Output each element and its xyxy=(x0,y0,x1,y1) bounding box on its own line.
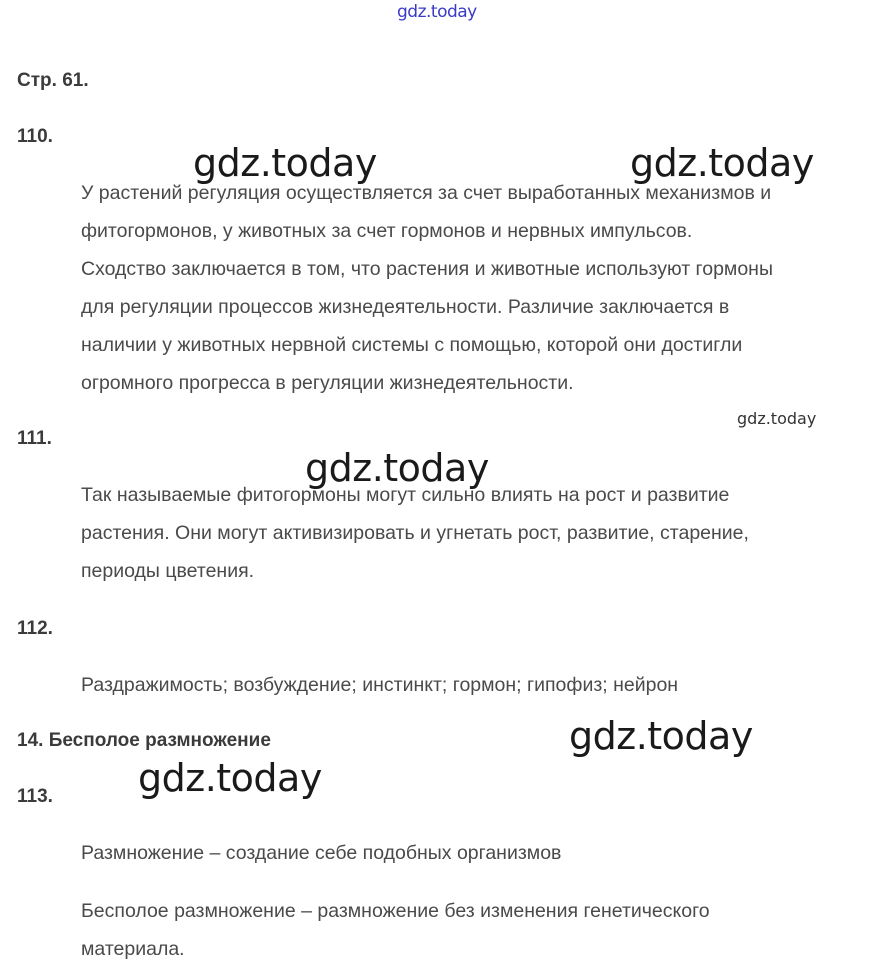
text-line: Так называемые фитогормоны могут сильно влиять на рост и развитие xyxy=(81,484,730,506)
task-113-answer xyxy=(81,892,710,968)
watermark-overlay: gdz.today xyxy=(305,446,489,490)
watermark-small: gdz.today xyxy=(737,409,817,428)
text-line: растения. Они могут активизировать и угнетать рост, развитие, старение, xyxy=(81,522,749,544)
text-line: для регуляции процессов жизнедеятельности. Различие заключается в xyxy=(81,296,730,318)
task-number-111: 111. xyxy=(17,428,52,449)
task-number-110: 110. xyxy=(17,126,53,147)
watermark-overlay: gdz.today xyxy=(193,141,377,185)
text-line: материала. xyxy=(81,938,185,960)
watermark-overlay: gdz.today xyxy=(138,756,322,800)
task-113-line-1: Размножение – создание себе подобных организмов xyxy=(81,842,562,864)
text-line: наличии у животных нервной системы с помощью, которой они достигли xyxy=(81,334,743,356)
text-line: огромного прогресса в регуляции жизнедеятельности. xyxy=(81,372,574,394)
task-110-answer xyxy=(81,174,773,402)
text-line: Раздражимость; возбуждение; инстинкт; гормон; гипофиз; нейрон xyxy=(81,674,679,696)
task-111-answer xyxy=(81,476,749,590)
watermark-overlay: gdz.today xyxy=(630,141,814,185)
page-header: Стр. 61. xyxy=(17,70,89,91)
text-line: фитогормонов, у животных за счет гормонов и нервных импульсов. xyxy=(81,220,693,242)
section-title: 14. Бесполое размножение xyxy=(17,730,271,751)
text-line: Бесполое размножение – размножение без изменения генетического xyxy=(81,900,710,922)
task-112-answer xyxy=(81,666,678,704)
text-line: У растений регуляция осуществляется за счет выработанных механизмов и xyxy=(81,182,772,204)
watermark-overlay: gdz.today xyxy=(569,714,753,758)
task-number-113: 113. xyxy=(17,786,53,807)
task-number-112: 112. xyxy=(17,618,53,639)
text-line: периоды цветения. xyxy=(81,560,255,582)
text-line: Сходство заключается в том, что растения и животные используют гормоны xyxy=(81,258,773,280)
watermark-top: gdz.today xyxy=(397,2,477,22)
